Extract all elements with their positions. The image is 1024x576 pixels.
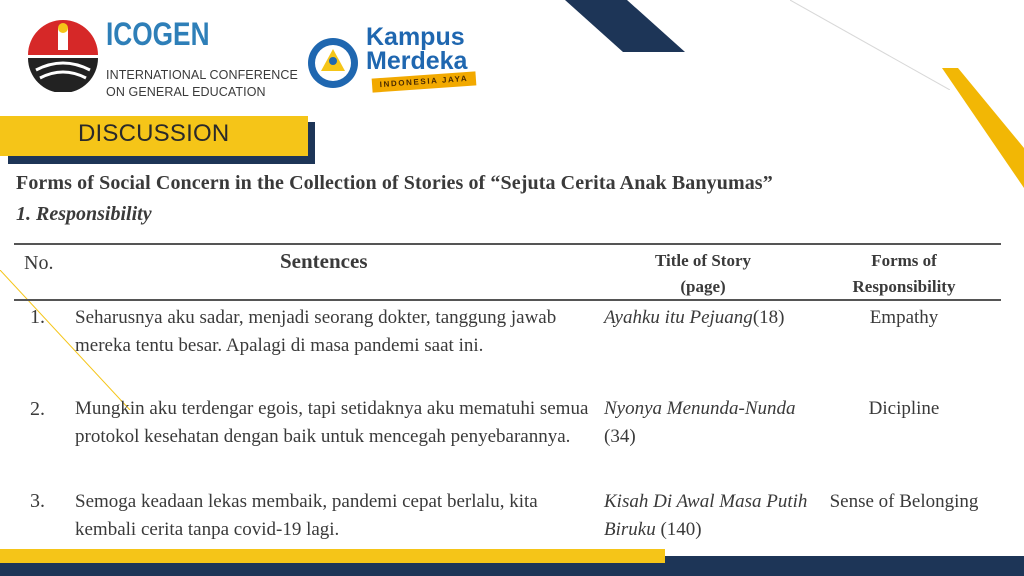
column-header-no: No. — [24, 252, 54, 274]
story-page: (34) — [604, 426, 636, 447]
gold-corner-stripe — [942, 68, 1024, 188]
icogen-wordmark: ICOGEN — [106, 16, 210, 52]
column-header-forms — [830, 248, 978, 300]
column-header-forms-line2: Responsibility — [852, 277, 956, 296]
row-story-title — [604, 395, 809, 451]
row-story-title — [604, 488, 809, 544]
row-sentence: Semoga keadaan lekas membaik, pandemi cepat berlalu, kita kembali cerita tanpa covid-19 lagi. — [75, 491, 538, 540]
story-page: (18) — [752, 307, 785, 328]
column-header-forms-line1: Forms of — [871, 251, 937, 270]
icogen-logo-icon — [26, 18, 100, 92]
tut-wuri-handayani-logo-icon — [307, 37, 359, 89]
section-subtitle: 1. Responsibility — [16, 203, 152, 225]
row-number: 2. — [30, 398, 45, 420]
row-sentence: Seharusnya aku sadar, menjadi seorang dokter, tanggung jawab mereka tentu besar. Apalagi di masa pandemi saat ini. — [75, 307, 557, 356]
navy-corner-stripe — [565, 0, 685, 52]
discussion-banner-label: DISCUSSION — [78, 120, 230, 147]
conference-name-line1: INTERNATIONAL CONFERENCE — [106, 68, 298, 82]
row-responsibility-form: Sense of Belonging — [829, 491, 979, 512]
row-responsibility-form: Dicipline — [868, 398, 940, 419]
column-header-sentences: Sentences — [280, 249, 368, 273]
indonesia-jaya-ribbon: INDONESIA JAYA — [372, 71, 477, 92]
column-header-title-line2: (page) — [680, 277, 726, 296]
footer-gold-bar — [0, 549, 665, 563]
row-number: 1. — [30, 306, 45, 328]
row-story-title — [604, 304, 809, 332]
kampus-wordmark: Kampus — [366, 23, 465, 51]
conference-name-line2: ON GENERAL EDUCATION — [106, 85, 266, 99]
footer-navy-bar — [0, 563, 1024, 576]
row-sentence: Mungkin aku terdengar egois, tapi setidaknya aku mematuhi semua protokol kesehatan dengan baik untuk mencegah penyebarannya. — [75, 398, 589, 447]
page-title: Forms of Social Concern in the Collection of Stories of “Sejuta Cerita Anak Banyumas” — [16, 172, 773, 194]
merdeka-wordmark: Merdeka — [366, 47, 468, 75]
column-header-title-line1: Title of Story — [654, 251, 751, 270]
story-title-text: Ayahku itu Pejuang — [604, 307, 753, 328]
thin-diagonal-line — [790, 0, 950, 90]
row-responsibility-form: Empathy — [869, 307, 939, 328]
story-page: (140) — [660, 519, 702, 540]
column-header-title — [628, 248, 778, 300]
story-title-text: Kisah Di Awal Masa Putih Biruku — [604, 491, 808, 540]
table-header-rule — [14, 299, 1001, 301]
table-top-rule — [14, 243, 1001, 245]
story-title-text: Nyonya Menunda-Nunda — [604, 398, 796, 419]
row-number: 3. — [30, 490, 45, 512]
